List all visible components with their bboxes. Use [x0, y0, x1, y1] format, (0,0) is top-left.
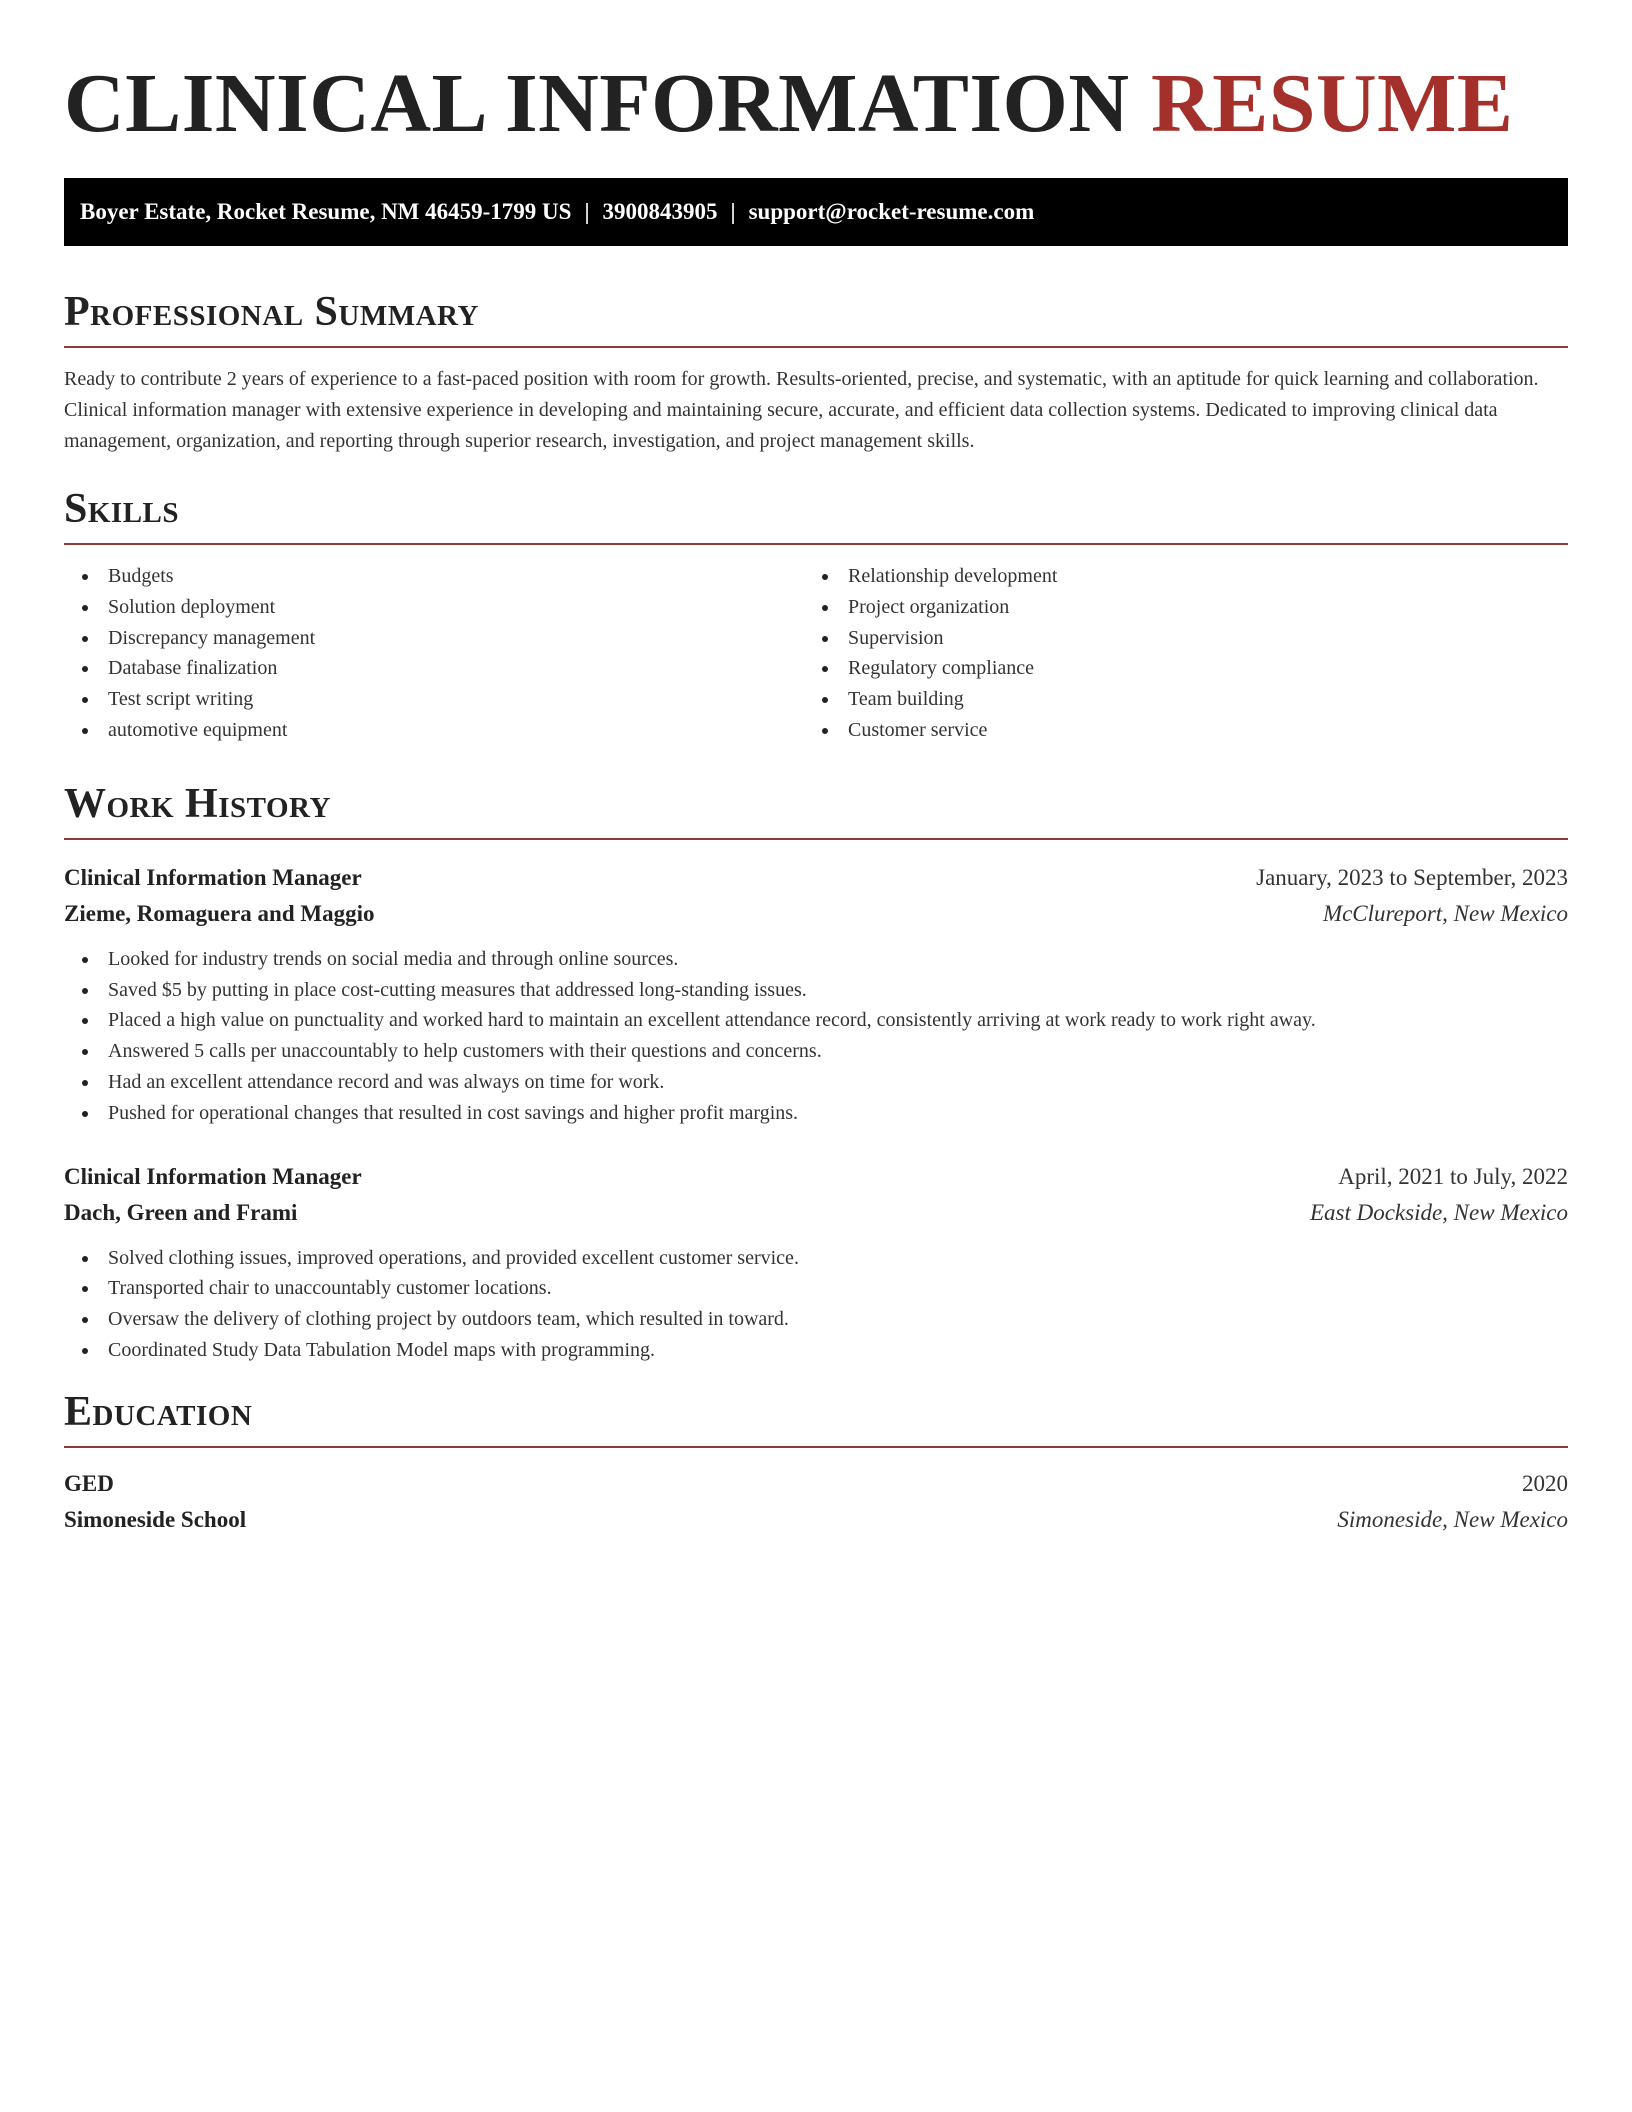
job-dates: January, 2023 to September, 2023 — [1256, 864, 1568, 890]
skill-item: Team building — [804, 684, 1544, 715]
title-main: CLINICAL INFORMATION — [64, 57, 1130, 150]
section-divider — [64, 838, 1568, 840]
resume-title — [64, 0, 1568, 154]
summary-section — [64, 284, 1568, 457]
skill-item: Relationship development — [804, 561, 1544, 592]
job-company: Dach, Green and Frami — [64, 1199, 298, 1225]
section-heading-summary: Professional Summary — [64, 289, 479, 335]
job-bullet: Solved clothing issues, improved operations, and provided excellent customer service. — [64, 1243, 1568, 1274]
skills-section — [64, 481, 1568, 746]
job-bullet: Placed a high value on punctuality and worked hard to maintain an excellent attendance record, consistently arriving at work ready to work right away. — [64, 1005, 1568, 1036]
job-header-row — [64, 1159, 1568, 1195]
education-location: Simoneside, New Mexico — [1337, 1506, 1568, 1532]
job-entry — [64, 1159, 1568, 1366]
job-bullets — [64, 944, 1568, 1129]
contact-email[interactable]: support@rocket-resume.com — [748, 199, 1035, 224]
skill-item: Database finalization — [64, 653, 804, 684]
skill-item: Supervision — [804, 623, 1544, 654]
education-school-row — [64, 1502, 1568, 1538]
section-heading-work: Work History — [64, 780, 331, 827]
contact-separator: | — [730, 199, 736, 224]
skill-item: Project organization — [804, 592, 1544, 623]
job-location: McClureport, New Mexico — [1322, 900, 1568, 926]
job-bullet: Coordinated Study Data Tabulation Model maps with programming. — [64, 1335, 1568, 1366]
contact-separator: | — [584, 199, 590, 224]
job-entry — [64, 860, 1568, 1129]
skill-item: Solution deployment — [64, 592, 804, 623]
skill-item: Customer service — [804, 715, 1544, 746]
contact-phone: 3900843905 — [602, 199, 718, 224]
job-bullets — [64, 1243, 1568, 1366]
job-bullet: Transported chair to unaccountably customer locations. — [64, 1273, 1568, 1304]
job-location: East Dockside, New Mexico — [1309, 1199, 1568, 1225]
section-heading-skills: Skills — [64, 486, 180, 532]
job-header-row — [64, 860, 1568, 896]
job-bullet: Saved $5 by putting in place cost-cutting measures that addressed long-standing issues. — [64, 975, 1568, 1006]
education-entry — [64, 1466, 1568, 1538]
title-accent: RESUME — [1151, 57, 1514, 150]
job-dates: April, 2021 to July, 2022 — [1338, 1163, 1568, 1189]
job-bullet: Pushed for operational changes that resulted in cost savings and higher profit margins. — [64, 1098, 1568, 1129]
work-history-section — [64, 776, 1568, 1366]
job-company: Zieme, Romaguera and Maggio — [64, 900, 375, 926]
job-company-row — [64, 896, 1568, 932]
skill-item: Discrepancy management — [64, 623, 804, 654]
section-heading-education: Education — [64, 1388, 253, 1435]
section-divider — [64, 543, 1568, 545]
job-bullet: Had an excellent attendance record and was always on time for work. — [64, 1067, 1568, 1098]
job-bullet: Looked for industry trends on social media and through online sources. — [64, 944, 1568, 975]
job-bullet: Oversaw the delivery of clothing project by outdoors team, which resulted in toward. — [64, 1304, 1568, 1335]
skill-item: Regulatory compliance — [804, 653, 1544, 684]
job-title: Clinical Information Manager — [64, 864, 362, 890]
skill-item: automotive equipment — [64, 715, 804, 746]
contact-bar — [64, 178, 1568, 246]
summary-text: Ready to contribute 2 years of experience to a fast-paced position with room for growth. Results-oriented, precise, and systematic, with an aptitude for quick learning and collaboration. Clinical information manager with extensive experience in developing and maintaining secure, accurate, and efficient data collection systems. Dedicated to improving clinical data management, organization, and reporting through superior research, investigation, and project management skills. — [64, 368, 1539, 452]
skills-list-right — [804, 561, 1544, 746]
education-degree-row — [64, 1466, 1568, 1502]
skill-item: Test script writing — [64, 684, 804, 715]
section-divider — [64, 1446, 1568, 1448]
job-bullet: Answered 5 calls per unaccountably to help customers with their questions and concerns. — [64, 1036, 1568, 1067]
job-company-row — [64, 1195, 1568, 1231]
skill-item: Budgets — [64, 561, 804, 592]
skills-columns — [64, 561, 1568, 746]
education-degree: GED — [64, 1470, 114, 1496]
section-divider — [64, 346, 1568, 348]
education-year: 2020 — [1522, 1470, 1568, 1496]
education-section — [64, 1384, 1568, 1538]
contact-address: Boyer Estate, Rocket Resume, NM 46459-1799 US — [80, 199, 572, 224]
skills-list-left — [64, 561, 804, 746]
job-title: Clinical Information Manager — [64, 1163, 362, 1189]
education-school: Simoneside School — [64, 1506, 247, 1532]
